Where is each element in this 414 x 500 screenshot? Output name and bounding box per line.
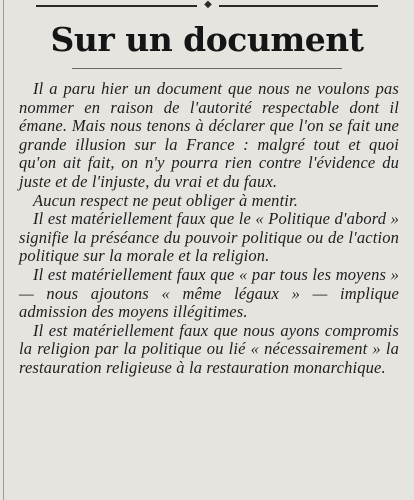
ornament-icon: ◆ [197, 0, 219, 10]
paragraph-moyens: Il est matériellement faux que « par tous les moyens » — nous ajoutons « même légaux » — implique admission des moyens illégitimes. [19, 264, 399, 322]
article-title: Sur un document [50, 20, 364, 59]
paragraph-religion: Il est matériellement faux que nous ayons compromis la religion par la politique ou lié « nécessairement » la restauration religieuse à la restauration monarchique. [19, 320, 399, 377]
article-body [19, 80, 399, 378]
paragraph-respect: Aucun respect ne peut obliger à mentir. [33, 190, 299, 210]
paragraph-intro: Il a paru hier un document que nous ne voulons pas nommer en raison de l'autorité respectable dont il émane. Mais nous tenons à déclarer que l'on se fait une grande illusion sur la France : malgré tout et quoi qu'on ait fait, on n'y pourra rien contre l'évidence du juste et de l'injuste, du vrai et du faux. [19, 79, 399, 191]
paragraph-politique: Il est matériellement faux que le « Politique d'abord » signifie la préséance du pouvoir politique ou de l'action politique sur la morale et la religion. [19, 209, 399, 266]
page-edge-line [3, 0, 4, 500]
title-underline [72, 68, 342, 69]
